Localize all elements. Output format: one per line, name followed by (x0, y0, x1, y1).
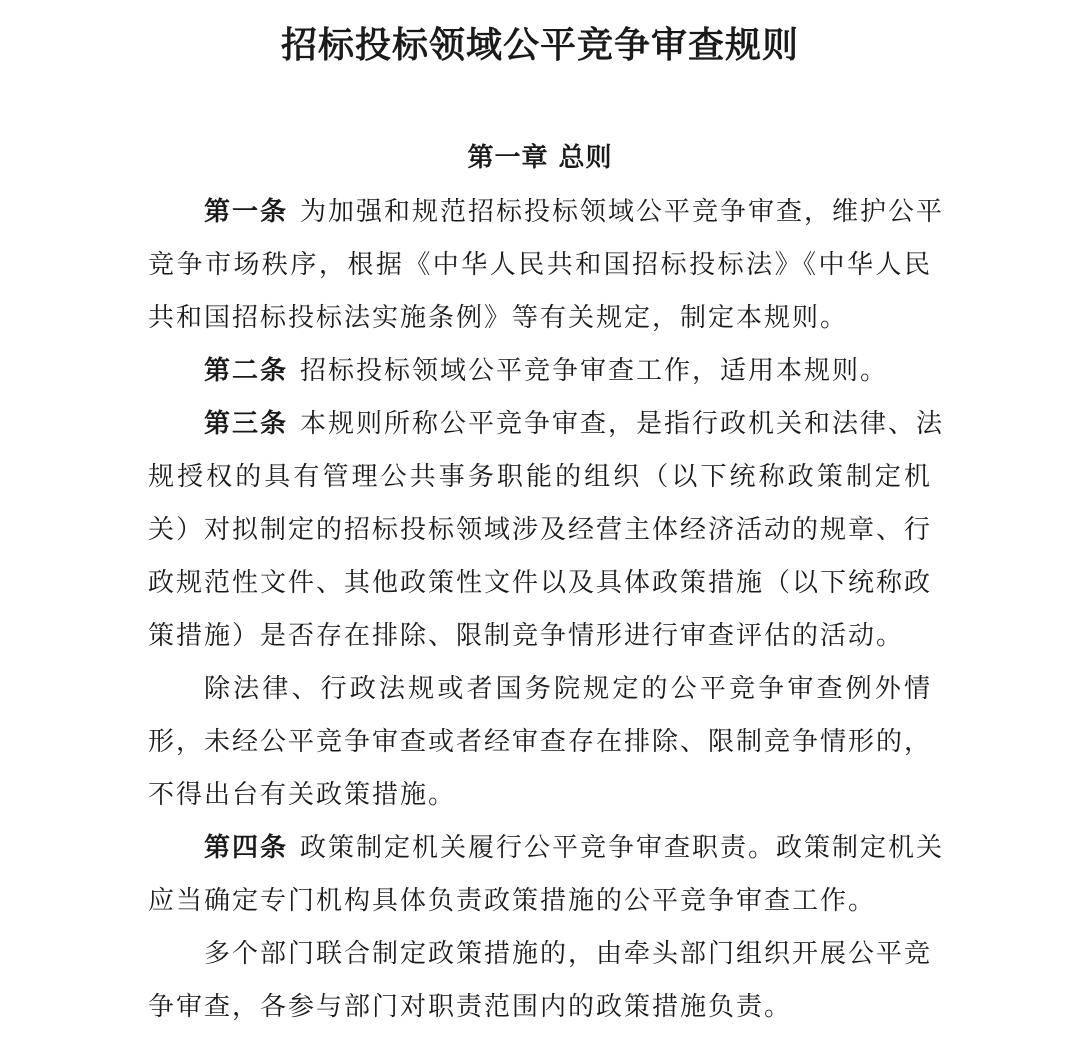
paragraph-line (148, 928, 932, 981)
line-text: 形，未经公平竞争审查或者经审查存在排除、限制竞争情形的， (148, 727, 933, 757)
paragraph-line (148, 981, 932, 1034)
article-label: 第四条 (204, 833, 289, 863)
line-text: 本规则所称公平竞争审查，是指行政机关和法律、法 (300, 409, 945, 439)
paragraph-line (148, 345, 932, 398)
line-text: 竞争市场秩序，根据《中华人民共和国招标投标法》《中华人民 (148, 250, 932, 280)
line-text: 策措施）是否存在排除、限制竞争情形进行审查评估的活动。 (148, 621, 905, 651)
article-label: 第三条 (204, 409, 289, 439)
paragraph-line (148, 451, 932, 504)
line-text: 多个部门联合制定政策措施的，由牵头部门组织开展公平竞 (204, 939, 933, 969)
paragraph-line (148, 239, 932, 292)
line-text: 共和国招标投标法实施条例》等有关规定，制定本规则。 (148, 303, 849, 333)
paragraph-line (148, 186, 945, 239)
document-body (148, 186, 945, 1034)
line-text: 不得出台有关政策措施。 (148, 780, 457, 810)
line-text: 招标投标领域公平竞争审查工作，适用本规则。 (300, 356, 889, 386)
line-text: 关）对拟制定的招标投标领域涉及经营主体经济活动的规章、行 (148, 515, 933, 545)
paragraph-line (148, 398, 945, 451)
paragraph-line (148, 610, 932, 663)
paragraph-line (148, 292, 932, 345)
line-text: 为加强和规范招标投标领域公平竞争审查，维护公平 (300, 197, 945, 227)
paragraph-line (148, 716, 932, 769)
paragraph-line (148, 557, 932, 610)
line-text: 政规范性文件、其他政策性文件以及具体政策措施（以下统称政 (148, 568, 933, 598)
article-label: 第二条 (204, 356, 289, 386)
article-label: 第一条 (204, 197, 289, 227)
paragraph-line (148, 663, 932, 716)
line-text: 争审查，各参与部门对职责范围内的政策措施负责。 (148, 992, 793, 1022)
paragraph-line (148, 822, 945, 875)
line-text: 除法律、行政法规或者国务院规定的公平竞争审查例外情 (204, 674, 932, 704)
line-text: 政策制定机关履行公平竞争审查职责。政策制定机关 (300, 833, 945, 863)
paragraph-line (148, 504, 932, 557)
line-text: 应当确定专门机构具体负责政策措施的公平竞争审查工作。 (148, 886, 877, 916)
paragraph-line (148, 875, 932, 928)
chapter-heading: 第一章 总则 (467, 143, 613, 173)
document-title: 招标投标领域公平竞争审查规则 (280, 24, 799, 66)
paragraph-line (148, 769, 932, 822)
line-text: 规授权的具有管理公共事务职能的组织（以下统称政策制定机 (148, 462, 932, 492)
